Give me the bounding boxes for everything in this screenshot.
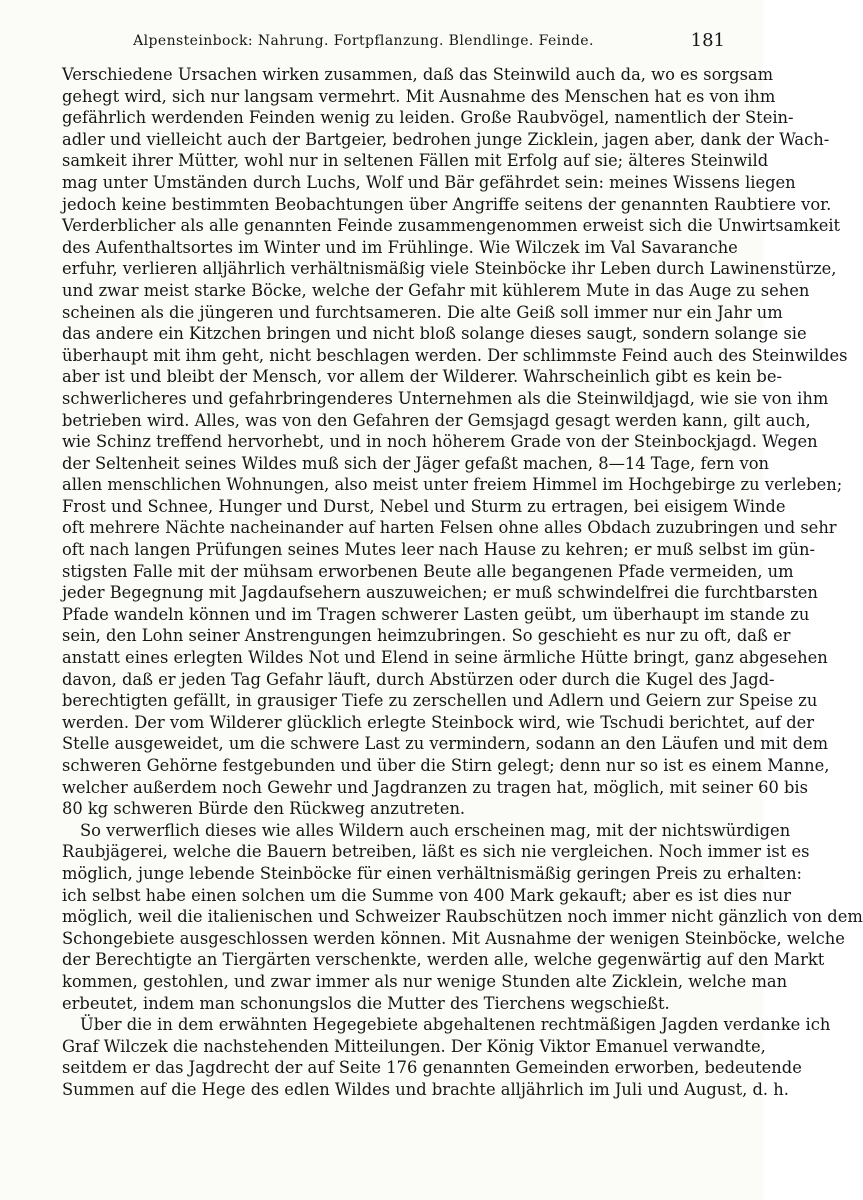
text-line: Raubjägerei, welche die Bauern betreiben, läßt es sich nie vergleichen. Noch immer ist es xyxy=(62,842,810,862)
text-line: werden. Der vom Wilderer glücklich erlegte Steinbock wird, wie Tschudi berichtet, auf der xyxy=(62,712,815,732)
text-line: sein, den Lohn seiner Anstrengungen heimzubringen. So geschieht es nur zu oft, daß er xyxy=(62,626,791,646)
text-line: samkeit ihrer Mütter, wohl nur in seltenen Fällen mit Erfolg auf sie; älteres Steinwild xyxy=(62,151,769,171)
text-line: Summen auf die Hege des edlen Wildes und brachte alljährlich im Juli und August, d. h. xyxy=(62,1079,789,1099)
text-line: seitdem er das Jagdrecht der auf Seite 176 genannten Gemeinden erworben, bedeutende xyxy=(62,1058,802,1078)
text-line: jeder Begegnung mit Jagdaufsehern auszuweichen; er muß schwindelfrei die furchtbarsten xyxy=(62,583,818,603)
paragraph xyxy=(62,1014,831,1100)
text-line: ich selbst habe einen solchen um die Summe von 400 Mark gekauft; aber es ist dies nur xyxy=(62,885,792,905)
text-line: anstatt eines erlegten Wildes Not und Elend in seine ärmliche Hütte bringt, ganz abgesehen xyxy=(62,648,828,668)
text-line: 80 kg schweren Bürde den Rückweg anzutreten. xyxy=(62,799,466,819)
text-line: gehegt wird, sich nur langsam vermehrt. Mit Ausnahme des Menschen hat es von ihm xyxy=(62,86,776,106)
text-line: erfuhr, verlieren alljährlich verhältnismäßig viele Steinböcke ihr Leben durch Lawinenstürze, xyxy=(62,259,837,279)
body-text xyxy=(62,64,863,1101)
text-line: das andere ein Kitzchen bringen und nicht bloß solange dieses saugt, sondern solange sie xyxy=(62,324,807,344)
text-line: scheinen als die jüngeren und furchtsameren. Die alte Geiß soll immer nur ein Jahr um xyxy=(62,302,783,322)
text-line: stigsten Falle mit der mühsam erworbenen Beute alle begangenen Pfade vermeiden, um xyxy=(62,561,794,581)
text-line: des Aufenthaltsortes im Winter und im Frühlinge. Wie Wilczek im Val Savaranche xyxy=(62,237,738,257)
paragraph xyxy=(62,64,848,820)
text-line: der Berechtigte an Tiergärten verschenkte, werden alle, welche gegenwärtig auf den Markt xyxy=(62,950,825,970)
text-line: Über die in dem erwähnten Hegegebiete abgehaltenen rechtmäßigen Jagden verdanke ich xyxy=(80,1015,831,1035)
text-line: adler und vielleicht auch der Bartgeier, bedrohen junge Zicklein, jagen aber, dank der Wach- xyxy=(62,129,830,149)
text-line: schwerlicheres und gefahrbringenderes Unternehmen als die Steinwildjagd, wie sie von ihm xyxy=(62,388,829,408)
text-line: der Seltenheit seines Wildes muß sich der Jäger gefaßt machen, 8—14 Tage, fern von xyxy=(62,453,770,473)
text-line: wie Schinz treffend hervorhebt, und in noch höherem Grade von der Steinbockjagd. Wegen xyxy=(62,432,818,452)
text-line: Graf Wilczek die nachstehenden Mitteilungen. Der König Viktor Emanuel verwandte, xyxy=(62,1036,766,1056)
text-line: schweren Gehörne festgebunden und über die Stirn gelegt; denn nur so ist es einem Manne, xyxy=(62,756,830,775)
text-line: Frost und Schnee, Hunger und Durst, Nebel und Sturm zu ertragen, bei eisigem Winde xyxy=(62,496,786,516)
text-line: So verwerflich dieses wie alles Wildern auch erscheinen mag, mit der nichtswürdigen xyxy=(80,820,791,840)
text-line: möglich, weil die italienischen und Schweizer Raubschützen noch immer nicht gänzlich von dem xyxy=(62,907,863,927)
text-line: davon, daß er jeden Tag Gefahr läuft, durch Abstürzen oder durch die Kugel des Jagd- xyxy=(62,669,775,689)
text-line: aber ist und bleibt der Mensch, vor allem der Wilderer. Wahrscheinlich gibt es kein be- xyxy=(62,367,782,387)
running-head: Alpensteinbock: Nahrung. Fortpflanzung. Blendlinge. Feinde. xyxy=(133,33,594,49)
text-line: oft mehrere Nächte nacheinander auf harten Felsen ohne alles Obdach zuzubringen und sehr xyxy=(62,518,837,538)
text-line: erbeutet, indem man schonungslos die Mutter des Tierchens wegschießt. xyxy=(62,993,670,1013)
text-line: betrieben wird. Alles, was von den Gefahren der Gemsjagd gesagt werden kann, gilt auch, xyxy=(62,410,811,430)
text-line: Verderblicher als alle genannten Feinde zusammengenommen erweist sich die Unwirtsamkeit xyxy=(62,216,841,236)
text-line: oft nach langen Prüfungen seines Mutes leer nach Hause zu kehren; er muß selbst im gün- xyxy=(62,540,816,560)
text-line: welcher außerdem noch Gewehr und Jagdranzen zu tragen hat, möglich, mit seiner 60 bis xyxy=(62,777,808,797)
text-line: Schongebiete ausgeschlossen werden können. Mit Ausnahme der wenigen Steinböcke, welche xyxy=(62,928,845,948)
text-line: mag unter Umständen durch Luchs, Wolf und Bär gefährdet sein: meines Wissens liegen xyxy=(62,172,796,192)
text-line: überhaupt mit ihm geht, nicht beschlagen werden. Der schlimmste Feind auch des Steinwildes xyxy=(62,345,848,365)
text-line: Stelle ausgeweidet, um die schwere Last zu vermindern, sodann an den Läufen und mit dem xyxy=(62,734,829,754)
text-line: möglich, junge lebende Steinböcke für einen verhältnismäßig geringen Preis zu erhalten: xyxy=(62,863,803,883)
text-line: Verschiedene Ursachen wirken zusammen, daß das Steinwild auch da, wo es sorgsam xyxy=(62,65,774,84)
text-line: kommen, gestohlen, und zwar immer als nur wenige Stunden alte Zicklein, welche man xyxy=(62,971,788,991)
page-number: 181 xyxy=(690,30,725,51)
text-line: Pfade wandeln können und im Tragen schwerer Lasten geübt, um überhaupt im stande zu xyxy=(62,604,810,624)
page-header xyxy=(62,26,725,56)
text-line: berechtigten gefällt, in grausiger Tiefe zu zerschellen und Adlern und Geiern zur Speise zu xyxy=(62,691,818,711)
text-line: allen menschlichen Wohnungen, also meist unter freiem Himmel im Hochgebirge zu verleben; xyxy=(62,475,843,495)
paragraph xyxy=(62,820,863,1014)
text-line: gefährlich werdenden Feinden wenig zu leiden. Große Raubvögel, namentlich der Stein- xyxy=(62,108,794,128)
text-line: jedoch keine bestimmten Beobachtungen über Angriffe seitens der genannten Raubtiere vor. xyxy=(62,194,832,214)
text-line: und zwar meist starke Böcke, welche der Gefahr mit kühlerem Mute in das Auge zu sehen xyxy=(62,280,810,300)
